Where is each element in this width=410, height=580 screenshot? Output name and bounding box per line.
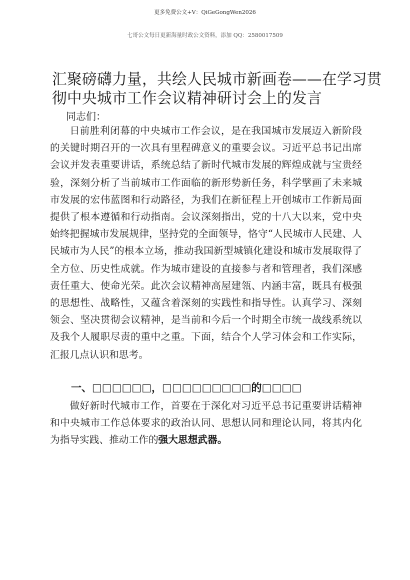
- salutation: 同志们：: [66, 112, 106, 123]
- body-paragraph-2: [50, 398, 362, 450]
- section-heading-1: 一、□□□□□□，□□□□□□□□□的□□□□: [71, 382, 302, 394]
- document-title: 汇聚磅礴力量，共绘人民城市新画卷——在学习贯彻中央城市工作会议精神研讨会上的发言: [52, 71, 382, 107]
- page-header-top-line: 更多免费公文+V：QiGeGongWen2026: [154, 10, 256, 16]
- body-paragraph-2-text: 做好新时代城市工作，首要在于深化对习近平总书记重要讲话精神和中央城市工作总体要求的政治认同、思想认同和理论认同，将其内化为指导实践、推动工作的: [50, 401, 362, 447]
- body-paragraph-2-bold-text: 强大思想武器。: [158, 435, 228, 447]
- body-paragraph-1: 日前胜利闭幕的中央城市工作会议，是在我国城市发展迈入新阶段的关键时期召开的一次具有里程碑意义的重要会议。习近平总书记出席会议并发表重要讲话，系统总结了新时代城市发展的辉煌成就与宝贵经验，深刻分析了当前城市工作面临的新形势新任务，科学擘画了未来城市发展的宏伟蓝图和行动路径，为我们在新征程上开创城市工作新局面提供了根本遵循和行动指南。会议深刻指出，党的十八大以来，党中央始终把握城市发展规律，坚持党的全面领导，恪守“人民城市人民建、人民城市为人民”的根本立场，推动我国新型城镇化建设和城市发展取得了全方位、历史性成就。作为城市建设的直接参与者和管理者，我们深感责任重大、使命光荣。此次会议精神高屋建瓴、内涵丰富，既具有极强的思想性、战略性，又蕴含着深刻的实践性和指导性。认真学习、深刻领会、坚决贯彻会议精神，是当前和今后一个时期全市统一战线系统以及我个人履职尽责的重中之重。下面，结合个人学习体会和工作实际，汇报几点认识和思考。: [50, 126, 362, 361]
- page-header-notice: 七哥公文每日更新海量时政公文资料，添加 QQ：2580017509: [127, 33, 283, 39]
